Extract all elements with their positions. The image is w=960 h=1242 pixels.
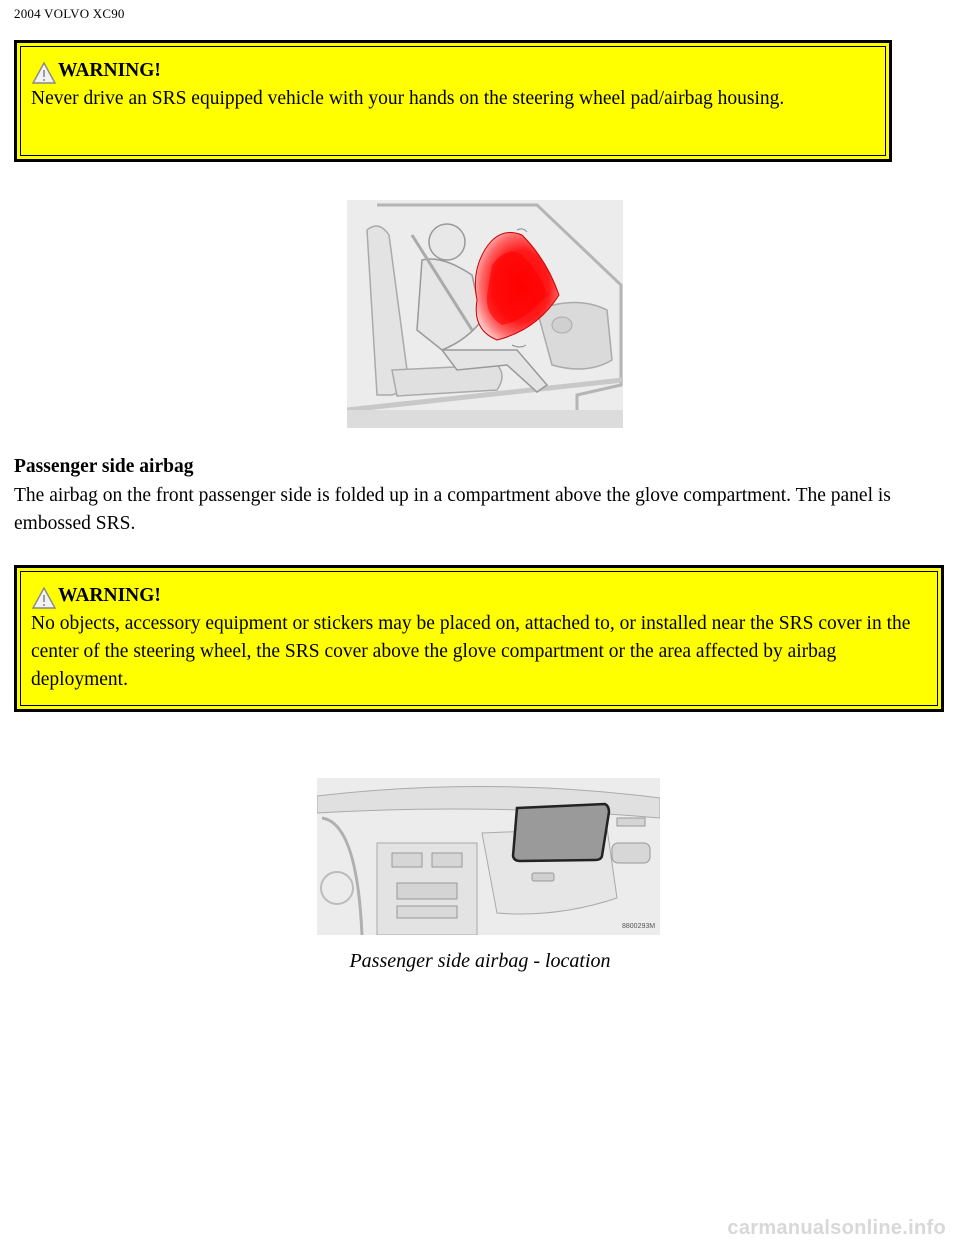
warning-triangle-icon [31, 586, 57, 610]
warning-triangle-icon [31, 61, 57, 85]
warning-text: Never drive an SRS equipped vehicle with your hands on the steering wheel pad/airbag housing. [31, 88, 785, 109]
page-header: 2004 VOLVO XC90 [14, 6, 125, 21]
airbag-deployment-illustration [347, 200, 623, 428]
warning-title: WARNING! [58, 585, 161, 606]
warning-text: No objects, accessory equipment or stickers may be placed on, attached to, or installed near the SRS cover in the center of the steering wheel, the SRS cover above the glove compartment or the area affected by airbag deployment. [31, 613, 911, 690]
figure-caption: Passenger side airbag - location [349, 950, 611, 972]
watermark: carmanualsonline.info [727, 1217, 946, 1239]
figure-code: 8800293M [622, 923, 656, 930]
warning-box [14, 40, 892, 162]
section-body: The airbag on the front passenger side is folded up in a compartment above the glove compartment. The panel is embossed SRS. [14, 485, 891, 534]
warning-title: WARNING! [58, 60, 161, 81]
section-title: Passenger side airbag [14, 456, 194, 477]
airbag-location-illustration [317, 778, 660, 935]
warning-box-2 [14, 565, 944, 712]
